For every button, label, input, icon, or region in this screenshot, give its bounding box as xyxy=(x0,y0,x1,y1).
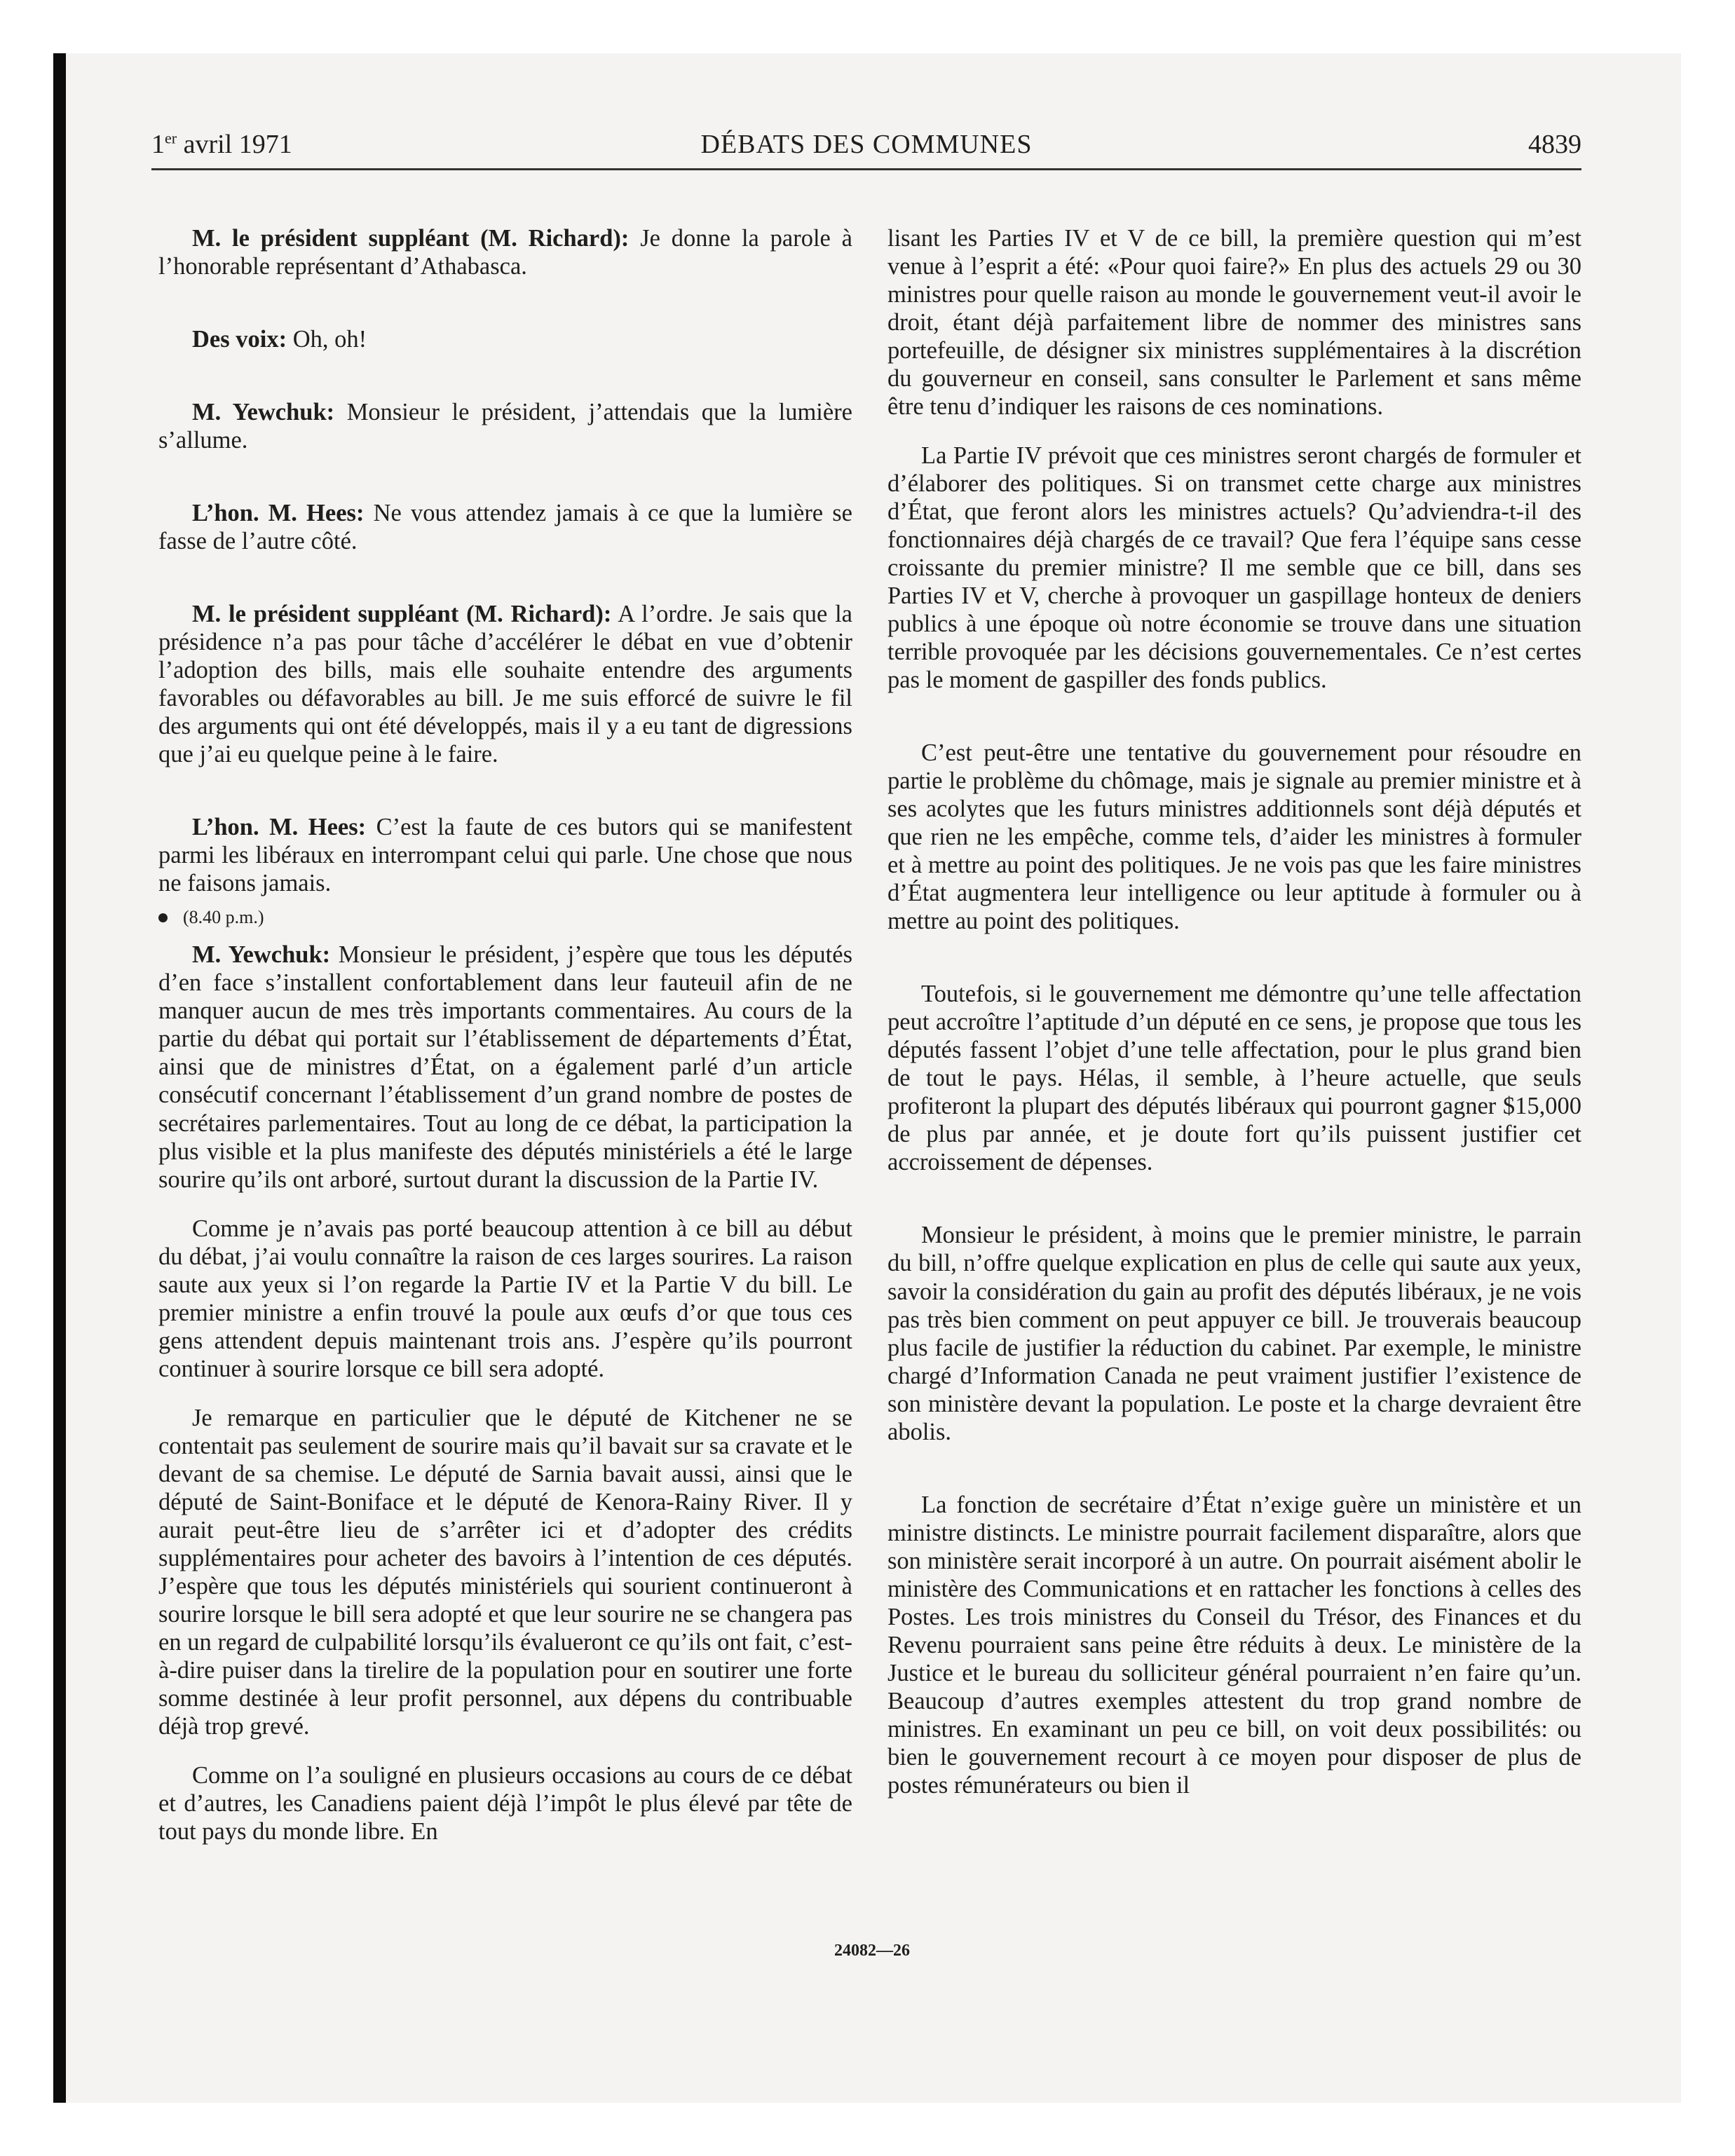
paragraph: Comme je n’avais pas porté beaucoup attention à ce bill au début du débat, j’ai voulu connaître la raison de ces larges sourires. La raison saute aux yeux si l’on regarde la Partie IV et la Partie V du bill. Le premier ministre a enfin trouvé la poule aux œufs d’or que tous ces gens attendent depuis maintenant trois ans. J’espère qu’ils pourront continuer à sourire lorsque ce bill sera adopté. xyxy=(158,1215,852,1382)
paragraph: La fonction de secrétaire d’État n’exige guère un ministère et un ministre distincts. Le ministre pourrait facilement disparaître, alors que son ministère serait incorporé à un autre. On pourrait aisément abolir le ministère des Communications et en rattacher les fonctions à celles des Postes. Les trois ministres du Conseil du Trésor, des Finances et du Revenu pourraient sans peine être réduits à deux. Le ministère de la Justice et le bureau du solliciteur général pourraient n’en faire qu’un. Beaucoup d’autres exemples attestent du trop grand nombre de ministres. En examinant un peu ce bill, on voit deux possibilités: ou bien le gouvernement recourt à ce moyen pour disposer de plus de postes rémunérateurs ou bien il xyxy=(887,1491,1581,1799)
date-month-year: avril 1971 xyxy=(177,130,292,159)
paragraph xyxy=(158,499,852,555)
paragraph-text: Monsieur le président, j’espère que tous les députés d’en face s’installent confortablement dans leur fauteuil afin de ne manquer aucun de mes très importants commentaires. Au cours de la partie du débat qui portait sur l’établissement de départements d’État, ainsi que de ministres d’État, on a également parlé d’un article consécutif concernant l’établissement d’un grand nombre de postes de secrétaires parlementaires. Tout au long de ce débat, la participation la plus visible et la plus manifeste des députés ministériels a été le large sourire qu’ils ont arboré, surtout durant la discussion de la Partie IV. xyxy=(158,941,853,1193)
date-ordinal: er xyxy=(165,129,177,147)
speaker-name: M. le président suppléant (M. Richard): xyxy=(192,601,612,628)
right-column xyxy=(887,224,1581,1820)
paragraph xyxy=(158,813,852,897)
paragraph-text: A l’ordre. Je sais que la présidence n’a pas pour tâche d’accélérer le débat en vue d’obtenir l’adoption des bills, mais elle souhaite entendre des arguments favorables ou défavorables au bill. Je me suis efforcé de suivre le fil des arguments qui ont été développés, mais il y a eu tant de digressions que j’ai eu quelque peine à le faire. xyxy=(158,601,852,768)
paragraph: La Partie IV prévoit que ces ministres seront chargés de formuler et d’élaborer des politiques. Si on transmet cette charge aux ministres d’État, que feront alors les ministres actuels? Qu’adviendra-t-il des fonctionnaires déjà chargés de ce travail? Que fera l’équipe sans cesse croissante du premier ministre? Il me semble que ce bill, dans ses Parties IV et V, cherche à provoquer un gaspillage honteux de deniers publics à une époque où notre économie se trouve dans une situation terrible provoquée par les décisions gouvernementales. Ce n’est certes pas le moment de gaspiller des fonds publics. xyxy=(887,442,1581,694)
speaker-name: Des voix: xyxy=(192,326,287,353)
paragraph: C’est peut-être une tentative du gouvernement pour résoudre en partie le problème du chômage, mais je signale au premier ministre et à ses acolytes que les futurs ministres additionnels sont déjà députés et que rien ne les empêche, comme tels, d’aider les ministres à formuler et à mettre au point des politiques. Je ne vois pas que les faire ministres d’État augmentera leur intelligence ou leur aptitude à formuler ou à mettre au point des politiques. xyxy=(887,739,1581,935)
paragraph xyxy=(158,224,852,280)
paragraph: lisant les Parties IV et V de ce bill, la première question qui m’est venue à l’esprit a été: «Pour quoi faire?» En plus des actuels 29 ou 30 ministres pour quelle raison au monde le gouvernement veut-il avoir le droit, étant déjà parfaitement libre de nommer des ministres sans portefeuille, de désigner six ministres supplémentaires à la discrétion du gouverneur en conseil, sans consulter le Parlement et sans même être tenu d’indiquer les raisons de ces nominations. xyxy=(887,225,1581,421)
left-column xyxy=(158,224,852,1867)
speaker-name: M. Yewchuk: xyxy=(192,399,335,426)
paragraph-text: Monsieur le président, j’attendais que la lumière s’allume. xyxy=(158,399,852,454)
page-header xyxy=(151,126,1581,170)
time-marker xyxy=(158,907,852,928)
speaker-name: L’hon. M. Hees: xyxy=(192,500,365,527)
paragraph: Je remarque en particulier que le député de Kitchener ne se contentait pas seulement de sourire mais qu’il bavait sur sa cravate et le devant de sa chemise. Le député de Sarnia bavait aussi, ainsi que le député de Saint-Boniface et le député de Kenora-Rainy River. Il y aurait peut-être lieu de s’arrêter ici et d’adopter des crédits supplémentaires pour acheter des bavoirs à l’intention de ces députés. J’espère que tous les députés ministériels qui sourient continueront à sourire lorsque le bill sera adopté et que leur sourire ne se changera pas en un regard de culpabilité lorsqu’ils évalueront ce qu’ils ont fait, c’est-à-dire puiser dans la tirelire de la population pour en soutirer une forte somme destinée à leur profit personnel, aux dépens du contribuable déjà trop grevé. xyxy=(158,1404,852,1740)
printer-signature: 24082—26 xyxy=(834,1942,910,1960)
paragraph-text: Ne vous attendez jamais à ce que la lumière se fasse de l’autre côté. xyxy=(158,500,852,555)
speaker-name: M. Yewchuk: xyxy=(192,941,331,969)
paragraph xyxy=(158,941,852,1193)
scan-border-edge xyxy=(53,53,66,2103)
paragraph-text: C’est la faute de ces butors qui se manifestent parmi les libéraux en interrompant celui qui parle. Une chose que nous ne faisons jamais. xyxy=(158,814,852,897)
paragraph xyxy=(158,325,852,353)
header-title: DÉBATS DES COMMUNES xyxy=(700,130,1033,159)
speaker-name: M. le président suppléant (M. Richard): xyxy=(192,225,630,252)
speaker-name: L’hon. M. Hees: xyxy=(192,814,367,841)
paragraph-text: Je donne la parole à l’honorable représentant d’Athabasca. xyxy=(158,225,852,280)
paragraph: Toutefois, si le gouvernement me démontre qu’une telle affectation peut accroître l’aptitude d’un député en ce sens, je propose que tous les députés fassent l’objet d’une telle affectation, pour le plus grand bien de tout le pays. Hélas, il semble, à l’heure actuelle, que seuls profiteront la plupart des députés libéraux qui pourront gagner $15,000 de plus par année, et je doute fort qu’ils puissent justifier cet accroissement de dépenses. xyxy=(887,981,1581,1176)
paragraph-text: Oh, oh! xyxy=(287,326,367,353)
time-marker-text: (8.40 p.m.) xyxy=(183,907,264,928)
paragraph: Monsieur le président, à moins que le premier ministre, le parrain du bill, n’offre quelque explication en plus de celle qui saute aux yeux, savoir la considération du gain au profit des députés libéraux, je ne vois pas très bien comment on peut appuyer ce bill. Je trouverais beaucoup plus facile de justifier la réduction du cabinet. Par exemple, le ministre chargé d’Information Canada ne peut vraiment justifier l’existence de son ministère devant la population. Le poste et la charge devraient être abolis. xyxy=(887,1222,1581,1445)
paragraph xyxy=(158,600,852,768)
date-day: 1 xyxy=(151,130,165,159)
paragraph: Comme on l’a souligné en plusieurs occasions au cours de ce débat et d’autres, les Canadiens paient déjà l’impôt le plus élevé par tête de tout pays du monde libre. En xyxy=(158,1761,852,1845)
header-page-number: 4839 xyxy=(1528,130,1581,159)
bullet-icon xyxy=(158,913,168,922)
paragraph xyxy=(158,398,852,454)
